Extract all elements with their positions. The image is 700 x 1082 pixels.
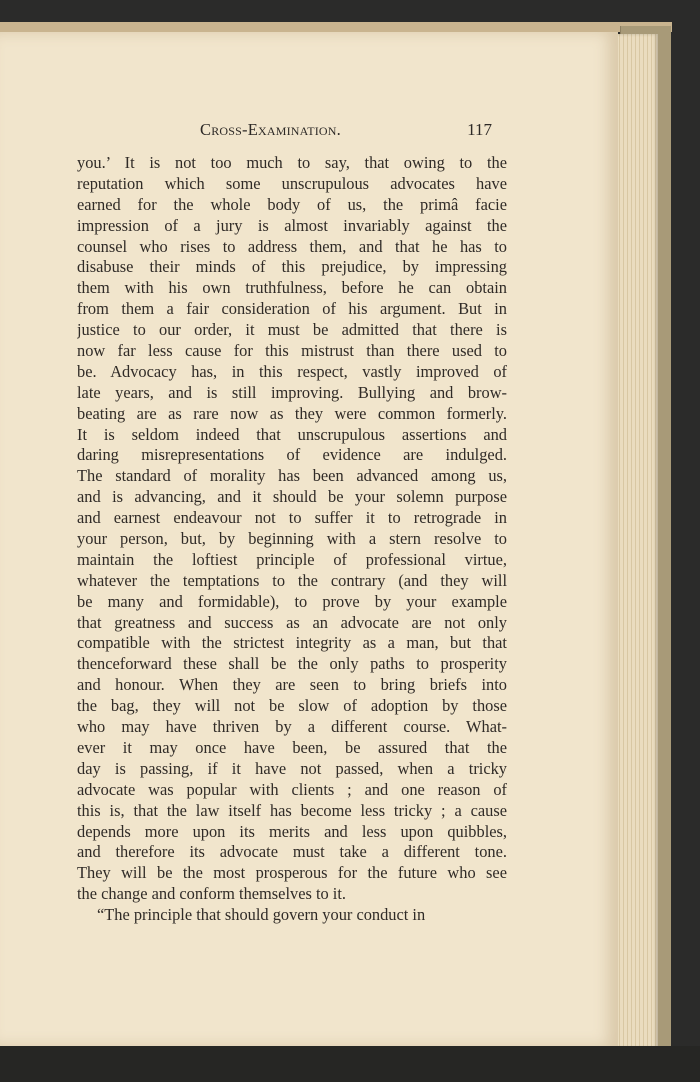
text-line: who may have thriven by a different course. What- xyxy=(77,717,507,737)
text-line: counsel who rises to address them, and that he has to xyxy=(77,236,507,256)
text-line: and is advancing, and it should be your solemn purpose xyxy=(77,487,507,507)
text-line: and earnest endeavour not to suffer it to retrograde in xyxy=(77,508,507,528)
text-line: advocate was popular with clients ; and one reason of xyxy=(77,779,507,799)
text-line: maintain the loftiest principle of professional virtue, xyxy=(77,549,507,569)
text-line: “The principle that should govern your conduct in xyxy=(97,905,426,925)
text-line: be many and formidable), to prove by your example xyxy=(77,591,507,611)
text-line: compatible with the strictest integrity as a man, but that xyxy=(77,633,507,653)
text-line: now far less cause for this mistrust than there used to xyxy=(77,341,507,361)
text-line: be. Advocacy has, in this respect, vastly improved of xyxy=(77,361,507,381)
book-top-edge xyxy=(0,22,672,32)
text-line: daring misrepresentations of evidence are indulged. xyxy=(77,445,507,465)
text-line: justice to our order, it must be admitted that there is xyxy=(77,320,507,340)
text-line: you.’ It is not too much to say, that owing to the xyxy=(77,153,507,172)
body-text xyxy=(77,153,507,926)
text-line: whatever the temptations to the contrary (and they will xyxy=(77,570,507,590)
text-line: from them a fair consideration of his argument. But in xyxy=(77,299,507,319)
page-number: 117 xyxy=(467,120,492,139)
text-line: the change and conform themselves to it. xyxy=(77,884,346,904)
text-line: The standard of morality has been advanced among us, xyxy=(77,466,507,486)
text-line: and therefore its advocate must take a different tone. xyxy=(77,842,507,862)
text-line: late years, and is still improving. Bullying and brow- xyxy=(77,382,507,402)
text-line: ever it may once have been, be assured that the xyxy=(77,737,507,757)
text-line: earned for the whole body of us, the primâ facie xyxy=(77,194,507,214)
text-line: thenceforward these shall be the only paths to prosperity xyxy=(77,654,507,674)
text-line: disabuse their minds of this prejudice, by impressing xyxy=(77,257,507,277)
text-line: impression of a jury is almost invariably against the xyxy=(77,215,507,235)
running-head: Cross-Examination. xyxy=(200,120,341,139)
text-line: reputation which some unscrupulous advocates have xyxy=(77,173,507,193)
text-line: They will be the most prosperous for the future who see xyxy=(77,863,507,883)
text-line: beating are as rare now as they were common formerly. xyxy=(77,403,507,423)
text-line: your person, but, by beginning with a stern resolve to xyxy=(77,529,507,549)
page-header xyxy=(78,120,502,142)
text-line: this is, that the law itself has become less tricky ; a cause xyxy=(77,800,507,820)
text-line: It is seldom indeed that unscrupulous assertions and xyxy=(77,424,507,444)
scan-bottom-shadow xyxy=(0,1046,700,1082)
text-line: depends more upon its merits and less upon quibbles, xyxy=(77,821,507,841)
text-line: the bag, they will not be slow of adoption by those xyxy=(77,696,507,716)
text-line: them with his own truthfulness, before he can obtain xyxy=(77,278,507,298)
text-line: and honour. When they are seen to bring briefs into xyxy=(77,675,507,695)
text-line: that greatness and success as an advocate are not only xyxy=(77,612,507,632)
page-stack-edge xyxy=(612,34,658,1048)
text-line: day is passing, if it have not passed, when a tricky xyxy=(77,758,507,778)
